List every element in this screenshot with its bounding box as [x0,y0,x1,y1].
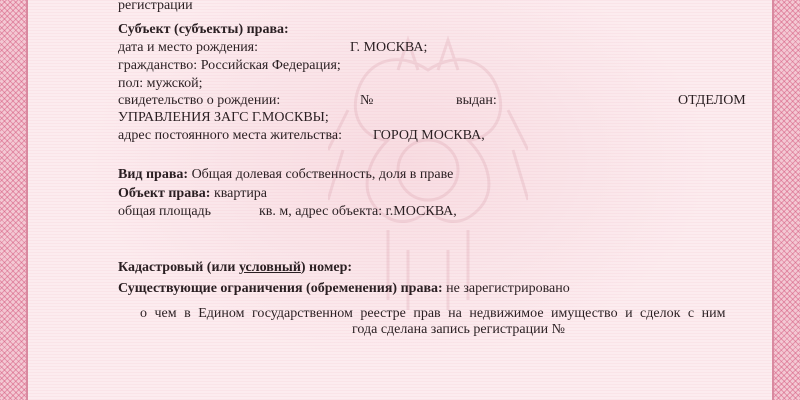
birth-label: дата и место рождения: [118,40,259,55]
certificate-number-label: № [360,93,374,108]
certificate-label: свидетельство о рождении: [118,93,281,108]
cadastral-heading [118,260,352,276]
registry-line-1: о чем в Едином государственном реестре прав на недвижимое имущество и сделок с ним [140,306,726,321]
top-fragment-text: регистрации [118,0,193,13]
area-label: общая площадь [118,204,212,219]
issuer-end: УПРАВЛЕНИЯ ЗАГС Г.МОСКВЫ; [118,110,329,125]
area-units: кв. м, адрес объекта: г.МОСКВА, [259,204,457,219]
object-value: квартира [213,186,268,201]
address-value: ГОРОД МОСКВА, [373,128,485,143]
restrictions-value: не зарегистрировано [446,281,570,296]
birth-place: Г. МОСКВА; [350,40,428,55]
object-heading: Объект права: [118,186,211,201]
cadastral-heading-part2: ) номер: [300,260,353,275]
restrictions-heading: Существующие ограничения (обременения) права: [118,281,443,296]
address-label: адрес постоянного места жительства: [118,128,343,143]
sex-text: пол: мужской; [118,76,203,91]
issuer-start: ОТДЕЛОМ [678,93,746,108]
registry-line-2: года сделана запись регистрации № [352,322,565,337]
right-type-heading: Вид права: [118,167,189,182]
right-type-value: Общая долевая собственность, доля в праве [191,167,454,182]
cadastral-heading-part1: Кадастровый (или [118,260,236,275]
certificate-page [28,0,772,400]
security-border-left [0,0,28,400]
subject-heading: Субъект (субъекты) права: [118,22,289,37]
citizenship-text: гражданство: Российская Федерация; [118,58,341,73]
issued-label: выдан: [456,93,497,108]
security-border-right [772,0,800,400]
cadastral-heading-underlined: условный [238,260,301,275]
